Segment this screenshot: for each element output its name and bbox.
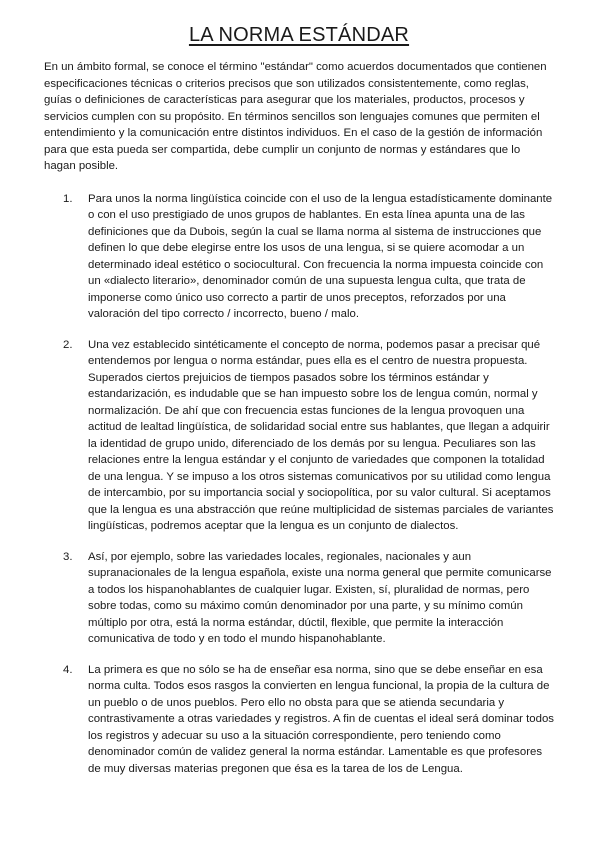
list-item-text: Una vez establecido sintéticamente el concepto de norma, podemos pasar a precisar qué entendemos por lengua o norma estándar, pues ella es el centro de nuestra propuesta. Superados ciertos prejuicios de tiempos pasados sobre los términos estándar y estandarización, es indudable que se han impuesto sobre los de lengua común, normal y normalización. De ahí que con frecuencia estas funciones de la lengua provoquen una actitud de lealtad lingüística, de solidaridad social entre sus hablantes, que llegan a adquirir la identidad de grupo unido, diferenciado de los demás por su lengua. Peculiares son las relaciones entre la lengua estándar y el conjunto de variedades que componen la totalidad de una lengua. Y se impuso a los otros sistemas comunicativos por su utilidad como lengua de intercambio, por su importancia social y sociopolítica, por su valor cultural. Si aceptamos que la lengua es una abstracción que reúne multiplicidad de sistemas parciales de variantes lingüísticas, podremos aceptar que la lengua es un conjunto de dialectos. bbox=[88, 338, 554, 532]
list-item-number: 3. bbox=[63, 550, 73, 563]
numbered-list bbox=[44, 191, 554, 778]
list-item-text: La primera es que no sólo se ha de enseñar esa norma, sino que se debe enseñar en esa norma culta. Todos esos rasgos la convierten en lengua funcional, la propia de la cultura de un pueblo o de unos pueblos. Pero ello no obsta para que se atienda secundaria y contrastivamente a otras variedades y registros. A fin de cuentas el ideal será dominar todos los registros y adecuar su uso a la situación correspondiente, pero teniendo como denominador común de validez general la norma estándar. Lamentable es que profesores de muy diversas materias pregonen que ésa es la tarea de los de Lengua. bbox=[88, 663, 555, 775]
list-item bbox=[63, 662, 555, 778]
list-item-number: 4. bbox=[63, 663, 73, 676]
list-item bbox=[63, 191, 554, 323]
list-item-number: 2. bbox=[63, 338, 73, 351]
list-item-text: Así, por ejemplo, sobre las variedades locales, regionales, nacionales y aun supranacionales de la lengua española, existe una norma general que permite comunicarse a todos los hispanohablantes de cualquier lugar. Existen, sí, pluralidad de normas, pero sobre todas, como su máximo común denominador por una parte, y su mínimo común múltiplo por otra, está la norma estándar, dúctil, flexible, que permite la interacción comunicativa de todo y en todo el mundo hispanohablante. bbox=[88, 550, 552, 645]
document-title: LA NORMA ESTÁNDAR bbox=[188, 24, 410, 46]
list-item-number: 1. bbox=[63, 192, 73, 205]
list-item bbox=[63, 337, 554, 535]
list-item bbox=[63, 549, 554, 648]
list-item-text: Para unos la norma lingüística coincide con el uso de la lengua estadísticamente dominante o con el uso prestigiado de unos grupos de hablantes. En esta línea apunta una de las definiciones que da Dubois, según la cual se llama norma al sistema de instrucciones que definen lo que debe elegirse entre los usos de una lengua, si se quiere acomodar a un determinado ideal estético o sociocultural. Con frecuencia la norma impuesta coincide con un «dialecto literario», denominador común de una supuesta lengua culta, que trata de imponerse como único uso correcto a partir de unos preceptos, reforzados por una valoración del tipo correcto / incorrecto, bueno / malo. bbox=[88, 192, 553, 320]
intro-paragraph: En un ámbito formal, se conoce el término "estándar" como acuerdos documentados que contienen especificaciones técnicas o criterios precisos que son utilizados consistentemente, como reglas, guías o definiciones de características para asegurar que los materiales, productos, procesos y servicios cumplen con su propósito. En términos sencillos son lenguajes comunes que permiten el entendimiento y la comunicación entre distintos individuos. En el caso de la gestión de información para que esta pueda ser compartida, debe cumplir un conjunto de normas y estándares que lo hagan posible. bbox=[44, 61, 547, 172]
